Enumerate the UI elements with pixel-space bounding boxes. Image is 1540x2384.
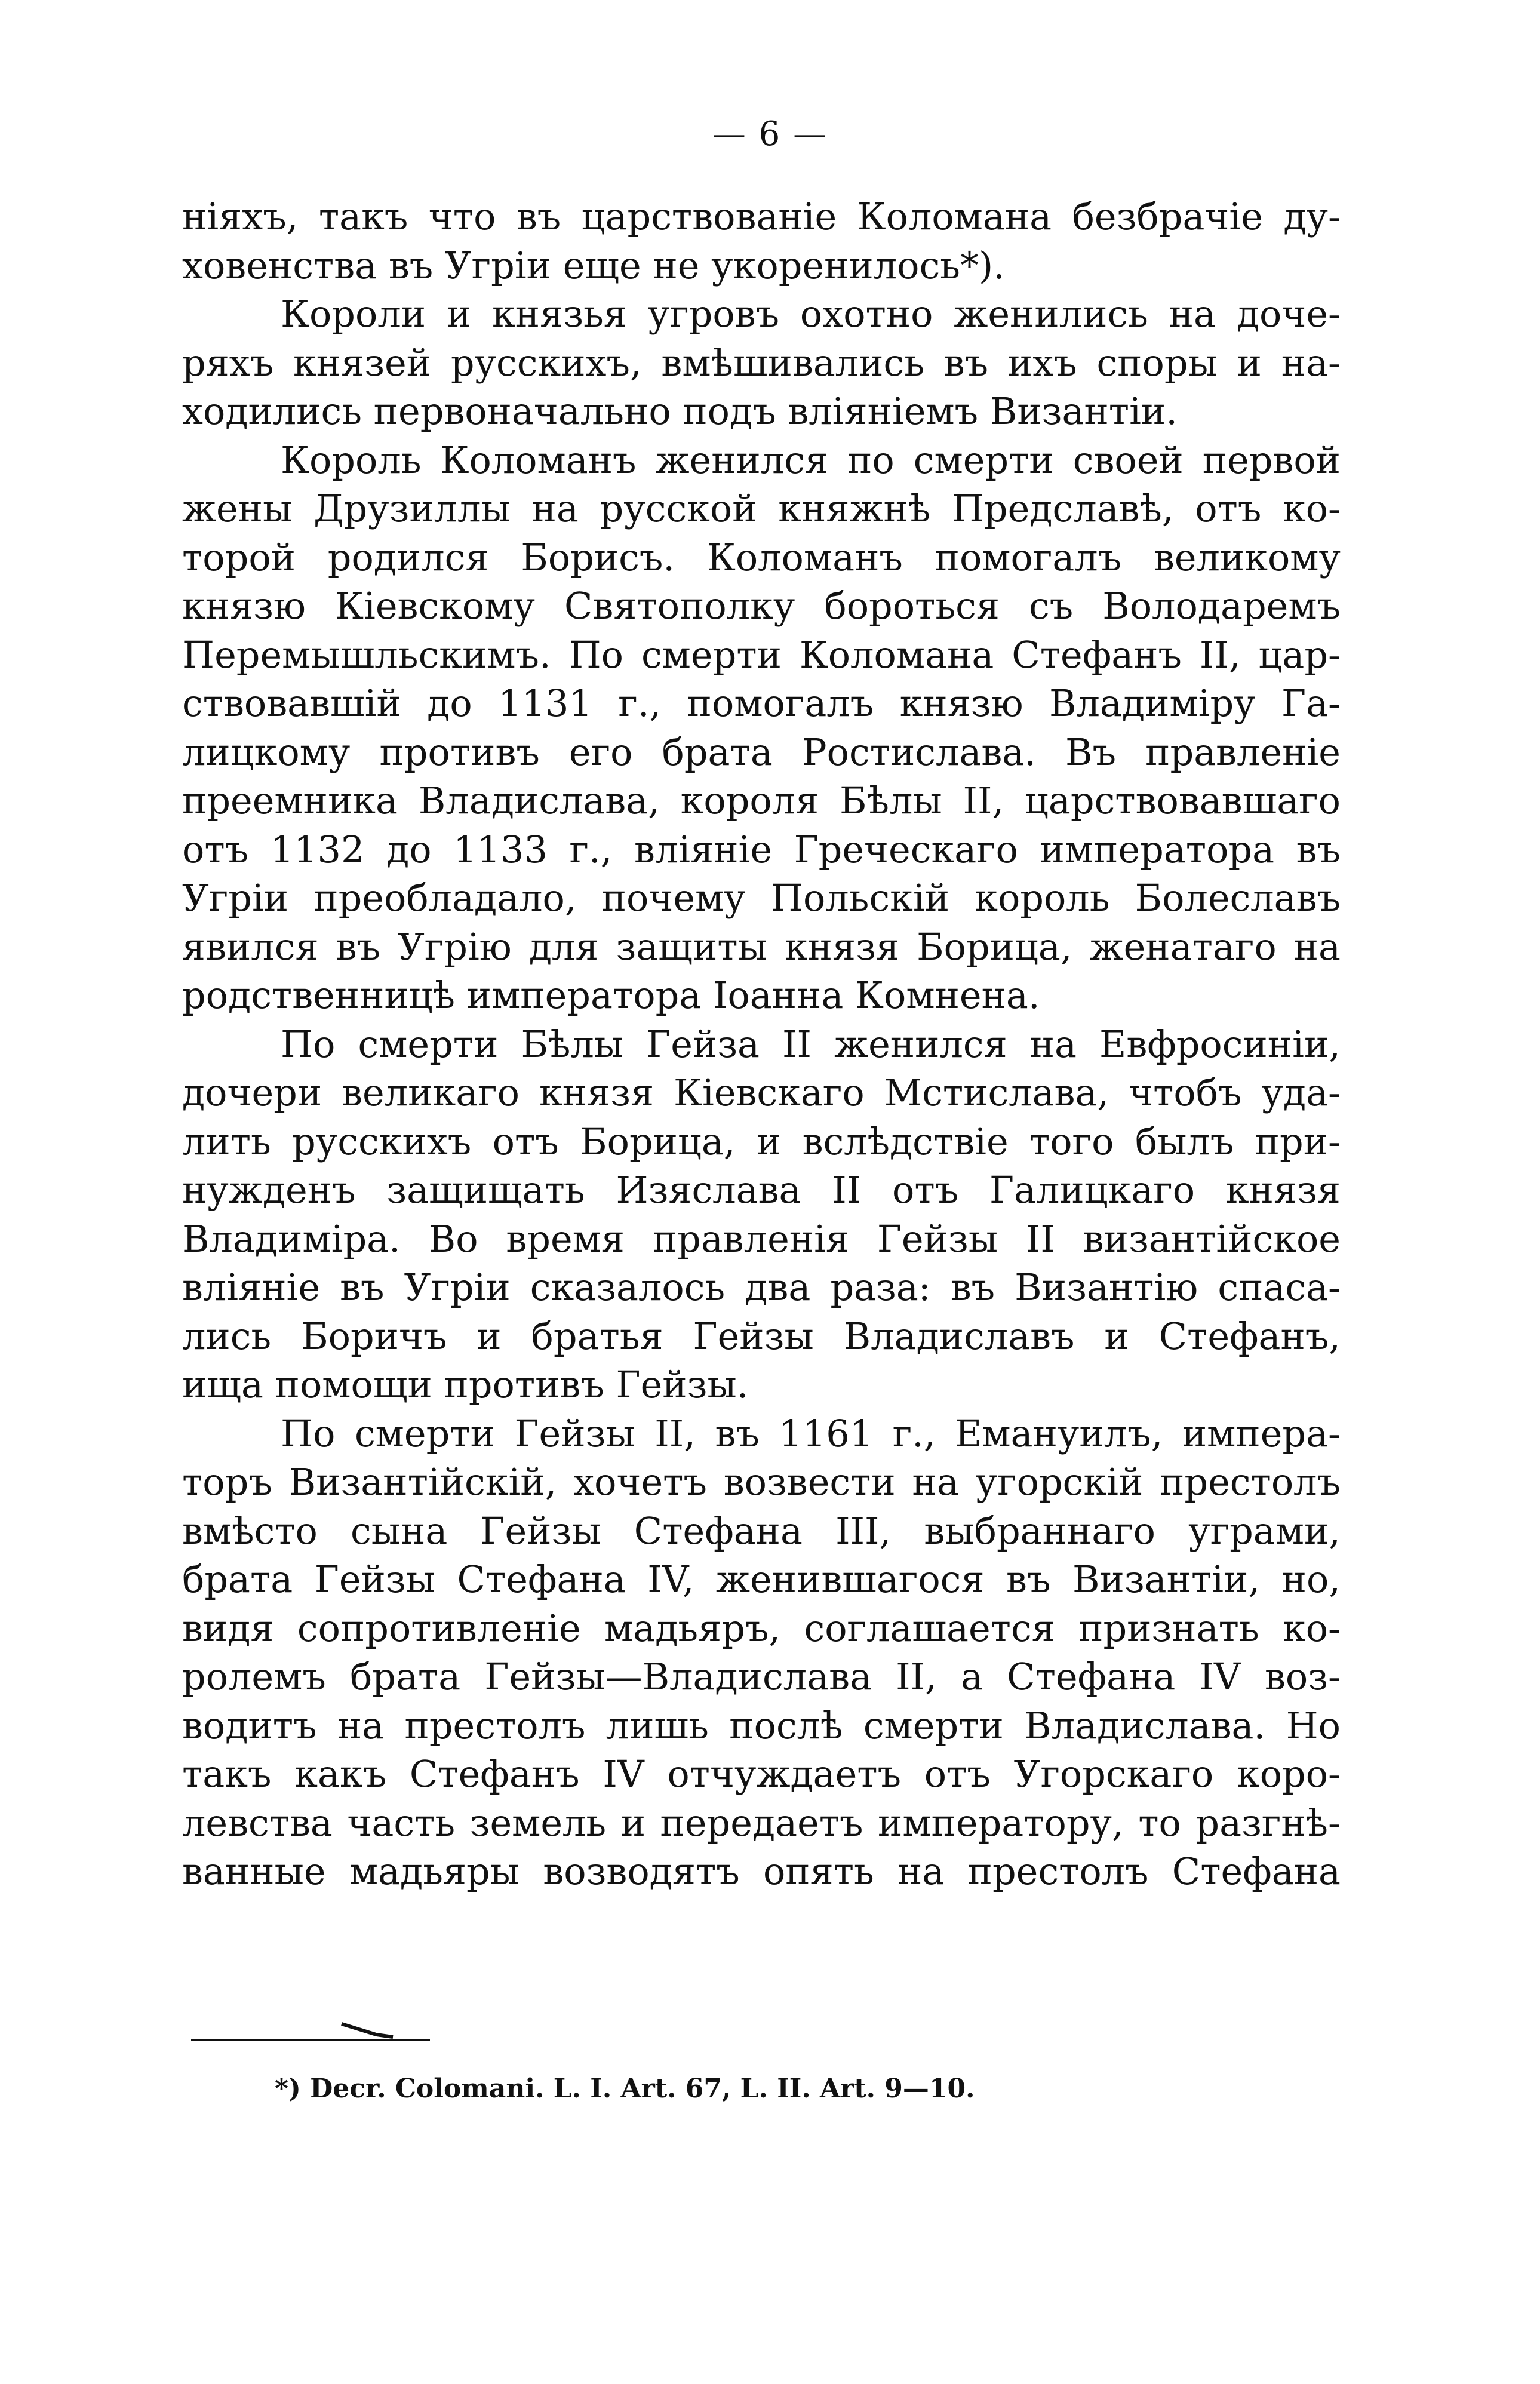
text-line: торой родился Борисъ. Коломанъ помогалъ великому: [182, 535, 1341, 579]
text-line: лицкому противъ его брата Ростислава. Въ правленіе: [182, 730, 1341, 774]
text-line: ствовавшій до 1131 г., помогалъ князю Владиміру Га-: [182, 681, 1341, 725]
text-line: Короли и князья угровъ охотно женились на доче-: [281, 292, 1341, 336]
text-line: брата Гейзы Стефана IV, женившагося въ Византіи, но,: [182, 1557, 1341, 1601]
text-line: такъ какъ Стефанъ IV отчуждаетъ отъ Угорскаго коро-: [182, 1752, 1341, 1796]
text-line: ролемъ брата Гейзы—Владислава II, а Стефана IV воз-: [182, 1655, 1341, 1698]
text-line: Перемышльскимъ. По смерти Коломана Стефанъ II, цар-: [182, 632, 1341, 677]
text-line: торъ Византійскій, хочетъ возвести на угорскій престолъ: [182, 1460, 1341, 1504]
text-line: По смерти Гейзы II, въ 1161 г., Емануилъ, импера-: [281, 1411, 1341, 1455]
text-line: вмѣсто сына Гейзы Стефана III, выбраннаго уграми,: [182, 1509, 1341, 1553]
text-line: вліяніе въ Угріи сказалось два раза: въ Византію спаса-: [182, 1265, 1341, 1309]
text-line: ходились первоначально подъ вліяніемъ Византіи.: [182, 389, 1178, 433]
handwritten-mark-icon: [340, 2022, 394, 2039]
text-line: дочери великаго князя Кіевскаго Мстислава, чтобъ уда-: [182, 1071, 1341, 1114]
text-line: водитъ на престолъ лишь послѣ смерти Владислава. Но: [182, 1703, 1341, 1747]
text-line: преемника Владислава, короля Бѣлы II, царствовавшаго: [182, 779, 1341, 822]
text-line: Владиміра. Во время правленія Гейзы II византійское: [182, 1216, 1341, 1261]
page-number: — 6 —: [712, 115, 828, 153]
text-line: видя сопротивленіе мадьяръ, соглашается признать ко-: [182, 1606, 1341, 1650]
text-line: Король Коломанъ женился по смерти своей первой: [281, 438, 1341, 482]
text-line: князю Кіевскому Святополку бороться съ Володаремъ: [182, 584, 1341, 628]
text-line: Угріи преобладало, почему Польскій король Болеславъ: [182, 876, 1341, 920]
text-line: левства часть земель и передаетъ императору, то разгнѣ-: [182, 1801, 1341, 1845]
text-line: нужденъ защищать Изяслава II отъ Галицкаго князя: [182, 1168, 1341, 1212]
text-line: ища помощи противъ Гейзы.: [182, 1363, 749, 1406]
text-line: ніяхъ, такъ что въ царствованіе Коломана безбрачіе ду-: [182, 195, 1341, 238]
footnote: *) Decr. Colomani. L. I. Art. 67, L. II. Art. 9—10.: [275, 2073, 975, 2104]
footnote-divider: [191, 2039, 430, 2041]
text-line: По смерти Бѣлы Гейза II женился на Евфросиніи,: [281, 1022, 1341, 1066]
body-text: [182, 192, 1341, 1896]
text-line: ховенства въ Угріи еще не укоренилось*).: [182, 243, 1005, 287]
text-line: лить русскихъ отъ Борица, и вслѣдствіе того былъ при-: [182, 1119, 1341, 1163]
text-line: жены Друзиллы на русской княжнѣ Предславѣ, отъ ко-: [182, 487, 1341, 530]
text-line: явился въ Угрію для защиты князя Борица, женатаго на: [182, 924, 1341, 969]
text-line: ряхъ князей русскихъ, вмѣшивались въ ихъ споры и на-: [182, 340, 1341, 385]
text-line: родственницѣ императора Іоанна Комнена.: [182, 973, 1040, 1017]
text-line: отъ 1132 до 1133 г., вліяніе Греческаго императора въ: [182, 827, 1341, 871]
text-line: лись Боричъ и братья Гейзы Владиславъ и Стефанъ,: [182, 1314, 1341, 1358]
text-line: ванные мадьяры возводятъ опять на престолъ Стефана: [182, 1850, 1341, 1893]
